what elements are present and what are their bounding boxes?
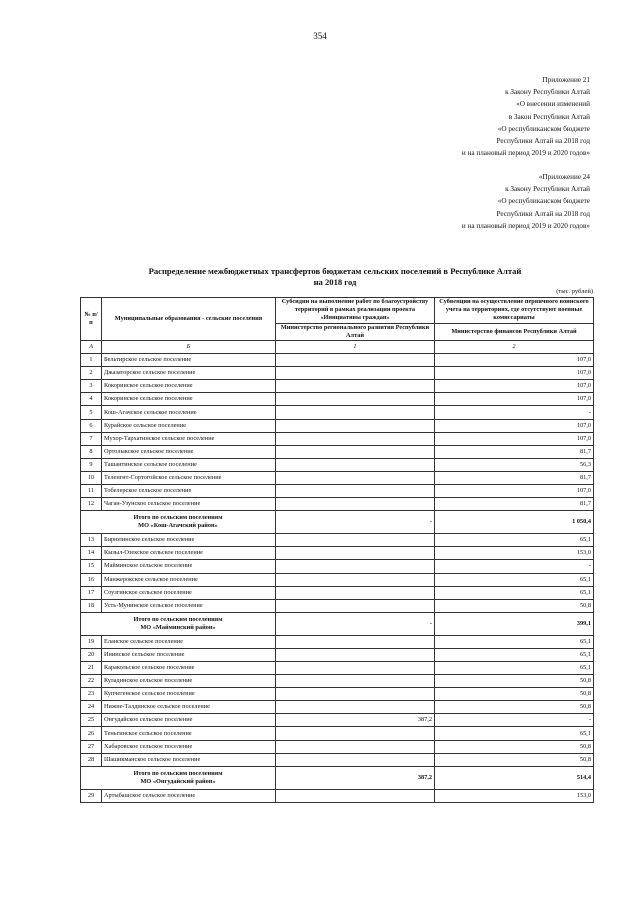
title-line: на 2018 год	[313, 277, 357, 287]
row-number: 24	[81, 701, 102, 714]
row-number: 14	[81, 547, 102, 560]
document-title	[75, 266, 595, 288]
settlement-name: Каракольское сельское поселение	[102, 661, 276, 674]
table-row	[81, 789, 594, 802]
table-row	[81, 485, 594, 498]
subsidy-value	[276, 471, 435, 484]
row-number: 19	[81, 635, 102, 648]
appendix-original-header	[462, 171, 590, 232]
header-subventions: Субвенции на осуществление первичного воинского учета на территориях, где отсутствуют военные комиссариаты	[435, 298, 594, 324]
table-row	[81, 648, 594, 661]
table-row	[81, 471, 594, 484]
row-number: 18	[81, 599, 102, 612]
subsidy-value	[276, 367, 435, 380]
subvention-value: 81,7	[435, 445, 594, 458]
settlement-name: Артыбашское сельское поселение	[102, 789, 276, 802]
subsidy-value	[276, 393, 435, 406]
subsidy-value	[276, 458, 435, 471]
table-row	[81, 599, 594, 612]
subvention-value: 65,1	[435, 661, 594, 674]
table-row	[81, 547, 594, 560]
subsidy-value	[276, 661, 435, 674]
settlement-name: Онгудайское сельское поселение	[102, 714, 276, 727]
subvention-value: 107,0	[435, 419, 594, 432]
table-row	[81, 573, 594, 586]
table-row	[81, 740, 594, 753]
subvention-value: 50,8	[435, 701, 594, 714]
subsidy-value	[276, 498, 435, 511]
table-row	[81, 586, 594, 599]
subsidy-value	[276, 380, 435, 393]
settlement-name: Усть-Мунинское сельское поселение	[102, 599, 276, 612]
total-label-line: Итого по сельским поселениям	[133, 615, 223, 623]
settlement-name: Нижне-Талдинское сельское поселение	[102, 701, 276, 714]
appendix-line: «О внесении изменений	[516, 100, 590, 109]
total-row	[81, 766, 594, 789]
subsidy-value	[276, 789, 435, 802]
row-number: 3	[81, 380, 102, 393]
table-row	[81, 380, 594, 393]
subsidy-value	[276, 586, 435, 599]
row-number: 21	[81, 661, 102, 674]
settlement-name: Шашикманское сельское поселение	[102, 753, 276, 766]
settlement-name: Бирюлинское сельское поселение	[102, 534, 276, 547]
table-row	[81, 354, 594, 367]
settlement-name: Кызыл-Озекское сельское поселение	[102, 547, 276, 560]
table-row	[81, 675, 594, 688]
row-number: 7	[81, 432, 102, 445]
subsidy-value	[276, 560, 435, 573]
column-letter: 1	[276, 341, 435, 354]
subsidy-value	[276, 740, 435, 753]
appendix-line: и на плановый период 2019 и 2020 годов»	[461, 221, 590, 230]
table-row	[81, 498, 594, 511]
subsidy-value	[276, 675, 435, 688]
appendix-line: «О республиканском бюджете	[497, 197, 590, 206]
appendix-line: Республики Алтай на 2018 год	[496, 137, 590, 146]
table-row	[81, 419, 594, 432]
settlement-name: Майминское сельское поселение	[102, 560, 276, 573]
table-row	[81, 714, 594, 727]
total-label	[81, 612, 276, 635]
total-subvention-value: 1 050,4	[435, 511, 594, 534]
row-number: 15	[81, 560, 102, 573]
appendix-line: Республики Алтай на 2018 год	[496, 209, 590, 218]
settlement-name: Кокоринское сельское поселение	[102, 380, 276, 393]
subsidy-value	[276, 354, 435, 367]
subsidy-value	[276, 485, 435, 498]
total-label-line: МО «Майминский район»	[140, 623, 216, 631]
table-row	[81, 661, 594, 674]
subvention-value: 50,8	[435, 740, 594, 753]
total-subvention-value: 514,4	[435, 766, 594, 789]
subsidy-value	[276, 547, 435, 560]
subsidy-value	[276, 753, 435, 766]
settlement-name: Купчегенское сельское поселение	[102, 688, 276, 701]
subsidy-value	[276, 445, 435, 458]
header-municipality: Муниципальные образования - сельские поселения	[102, 298, 276, 341]
subvention-value: 50,8	[435, 753, 594, 766]
total-label-line: МО «Кош-Агачский район»	[138, 522, 218, 530]
subvention-value: 81,7	[435, 498, 594, 511]
total-subsidy-value: -	[276, 511, 435, 534]
subvention-value: 50,8	[435, 688, 594, 701]
header-ministry-regional: Министерство регионального развития Республики Алтай	[276, 323, 435, 340]
subsidy-value	[276, 534, 435, 547]
appendix-line: Приложение 21	[542, 76, 590, 84]
settlement-name: Хабаровское сельское поселение	[102, 740, 276, 753]
total-row	[81, 612, 594, 635]
appendix-line: к Закону Республики Алтай	[505, 88, 590, 97]
subvention-value: 65,1	[435, 573, 594, 586]
subvention-value: -	[435, 560, 594, 573]
subsidy-value	[276, 635, 435, 648]
row-number: 23	[81, 688, 102, 701]
row-number: 5	[81, 406, 102, 419]
settlement-name: Чаган-Узунское сельское поселение	[102, 498, 276, 511]
header-ministry-finance: Министерство финансов Республики Алтай	[435, 323, 594, 340]
row-number: 8	[81, 445, 102, 458]
subsidy-value	[276, 599, 435, 612]
total-label-line: Итого по сельским поселениям	[133, 769, 223, 777]
subvention-value: 65,1	[435, 635, 594, 648]
settlement-name: Теньгинское сельское поселение	[102, 727, 276, 740]
settlement-name: Теленгит-Сортогойское сельское поселение	[102, 471, 276, 484]
subsidy-value	[276, 432, 435, 445]
total-row	[81, 511, 594, 534]
header-subsidies: Субсидии на выполнение работ по благоустройству территорий в рамках реализации проекта «Инициативы граждан»	[276, 298, 435, 324]
units-label: (тыс. рублей)	[556, 288, 593, 295]
row-number: 16	[81, 573, 102, 586]
subvention-value: -	[435, 714, 594, 727]
settlement-name: Соузгинское сельское поселение	[102, 586, 276, 599]
table-row	[81, 560, 594, 573]
settlement-name: Кош-Агачское сельское поселение	[102, 406, 276, 419]
settlement-name: Курайское сельское поселение	[102, 419, 276, 432]
settlement-name: Джазаторское сельское поселение	[102, 367, 276, 380]
column-letter: А	[81, 341, 102, 354]
settlement-name: Куладинское сельское поселение	[102, 675, 276, 688]
row-number: 25	[81, 714, 102, 727]
table-row	[81, 753, 594, 766]
row-number: 2	[81, 367, 102, 380]
row-number: 10	[81, 471, 102, 484]
table-row	[81, 534, 594, 547]
table-row	[81, 701, 594, 714]
total-label-line: МО «Онгудайский район»	[140, 777, 216, 785]
subvention-value: 81,7	[435, 471, 594, 484]
appendix-line: к Закону Республики Алтай	[505, 185, 590, 194]
table-row	[81, 432, 594, 445]
settlement-name: Мухор-Тархатинское сельское поселение	[102, 432, 276, 445]
row-number: 11	[81, 485, 102, 498]
settlement-name: Тобелерское сельское поселение	[102, 485, 276, 498]
total-subsidy-value: 387,2	[276, 766, 435, 789]
total-subsidy-value: -	[276, 612, 435, 635]
row-number: 1	[81, 354, 102, 367]
subvention-value: 50,8	[435, 599, 594, 612]
subvention-value: 65,1	[435, 727, 594, 740]
row-number: 6	[81, 419, 102, 432]
subsidy-value	[276, 648, 435, 661]
appendix-line: «Приложение 24	[538, 173, 590, 181]
subvention-value: 50,8	[435, 675, 594, 688]
row-number: 13	[81, 534, 102, 547]
table-body	[81, 354, 594, 803]
column-letter: 2	[435, 341, 594, 354]
subvention-value: 107,0	[435, 380, 594, 393]
subsidy-value: 387,2	[276, 714, 435, 727]
row-number: 9	[81, 458, 102, 471]
table-row	[81, 367, 594, 380]
subvention-value: 107,0	[435, 393, 594, 406]
column-letter: Б	[102, 341, 276, 354]
transfers-table	[80, 297, 594, 803]
settlement-name: Еланское сельское поселение	[102, 635, 276, 648]
row-number: 22	[81, 675, 102, 688]
subvention-value: 107,0	[435, 354, 594, 367]
total-label	[81, 766, 276, 789]
subsidy-value	[276, 701, 435, 714]
settlement-name: Ининское сельское поселение	[102, 648, 276, 661]
subvention-value: 65,1	[435, 648, 594, 661]
table-row	[81, 635, 594, 648]
row-number: 20	[81, 648, 102, 661]
subvention-value: 65,1	[435, 534, 594, 547]
appendix-line: и на плановый период 2019 и 2020 годов»	[461, 149, 590, 158]
subvention-value: 107,0	[435, 367, 594, 380]
row-number: 27	[81, 740, 102, 753]
subvention-value: 56,3	[435, 458, 594, 471]
total-label-line: Итого по сельским поселениям	[133, 514, 223, 522]
table-row	[81, 727, 594, 740]
table-row	[81, 406, 594, 419]
subsidy-value	[276, 419, 435, 432]
appendix-line: «О республиканском бюджете	[497, 124, 590, 133]
table-row	[81, 445, 594, 458]
row-number: 26	[81, 727, 102, 740]
subvention-value: 107,0	[435, 485, 594, 498]
row-number: 12	[81, 498, 102, 511]
subsidy-value	[276, 406, 435, 419]
settlement-name: Ташантинское сельское поселение	[102, 458, 276, 471]
subvention-value: 153,0	[435, 547, 594, 560]
settlement-name: Бельтирское сельское поселение	[102, 354, 276, 367]
appendix-line: в Закон Республики Алтай	[508, 112, 590, 121]
row-number: 28	[81, 753, 102, 766]
title-line: Распределение межбюджетных трансфертов бюджетам сельских поселений в Республике Алтай	[148, 266, 522, 276]
total-subvention-value: 399,1	[435, 612, 594, 635]
table-row	[81, 688, 594, 701]
settlement-name: Кокоринское сельское поселение	[102, 393, 276, 406]
subsidy-value	[276, 573, 435, 586]
row-number: 17	[81, 586, 102, 599]
subvention-value: 65,1	[435, 586, 594, 599]
row-number: 4	[81, 393, 102, 406]
subvention-value: -	[435, 406, 594, 419]
header-num: № п/п	[81, 298, 102, 341]
total-label	[81, 511, 276, 534]
row-number: 29	[81, 789, 102, 802]
subvention-value: 153,0	[435, 789, 594, 802]
subsidy-value	[276, 688, 435, 701]
table-row	[81, 393, 594, 406]
page-number: 354	[313, 31, 327, 41]
settlement-name: Манжерокское сельское поселение	[102, 573, 276, 586]
settlement-name: Ортолыкское сельское поселение	[102, 445, 276, 458]
appendix-current-header	[462, 74, 590, 159]
subsidy-value	[276, 727, 435, 740]
subvention-value: 107,0	[435, 432, 594, 445]
table-row	[81, 458, 594, 471]
